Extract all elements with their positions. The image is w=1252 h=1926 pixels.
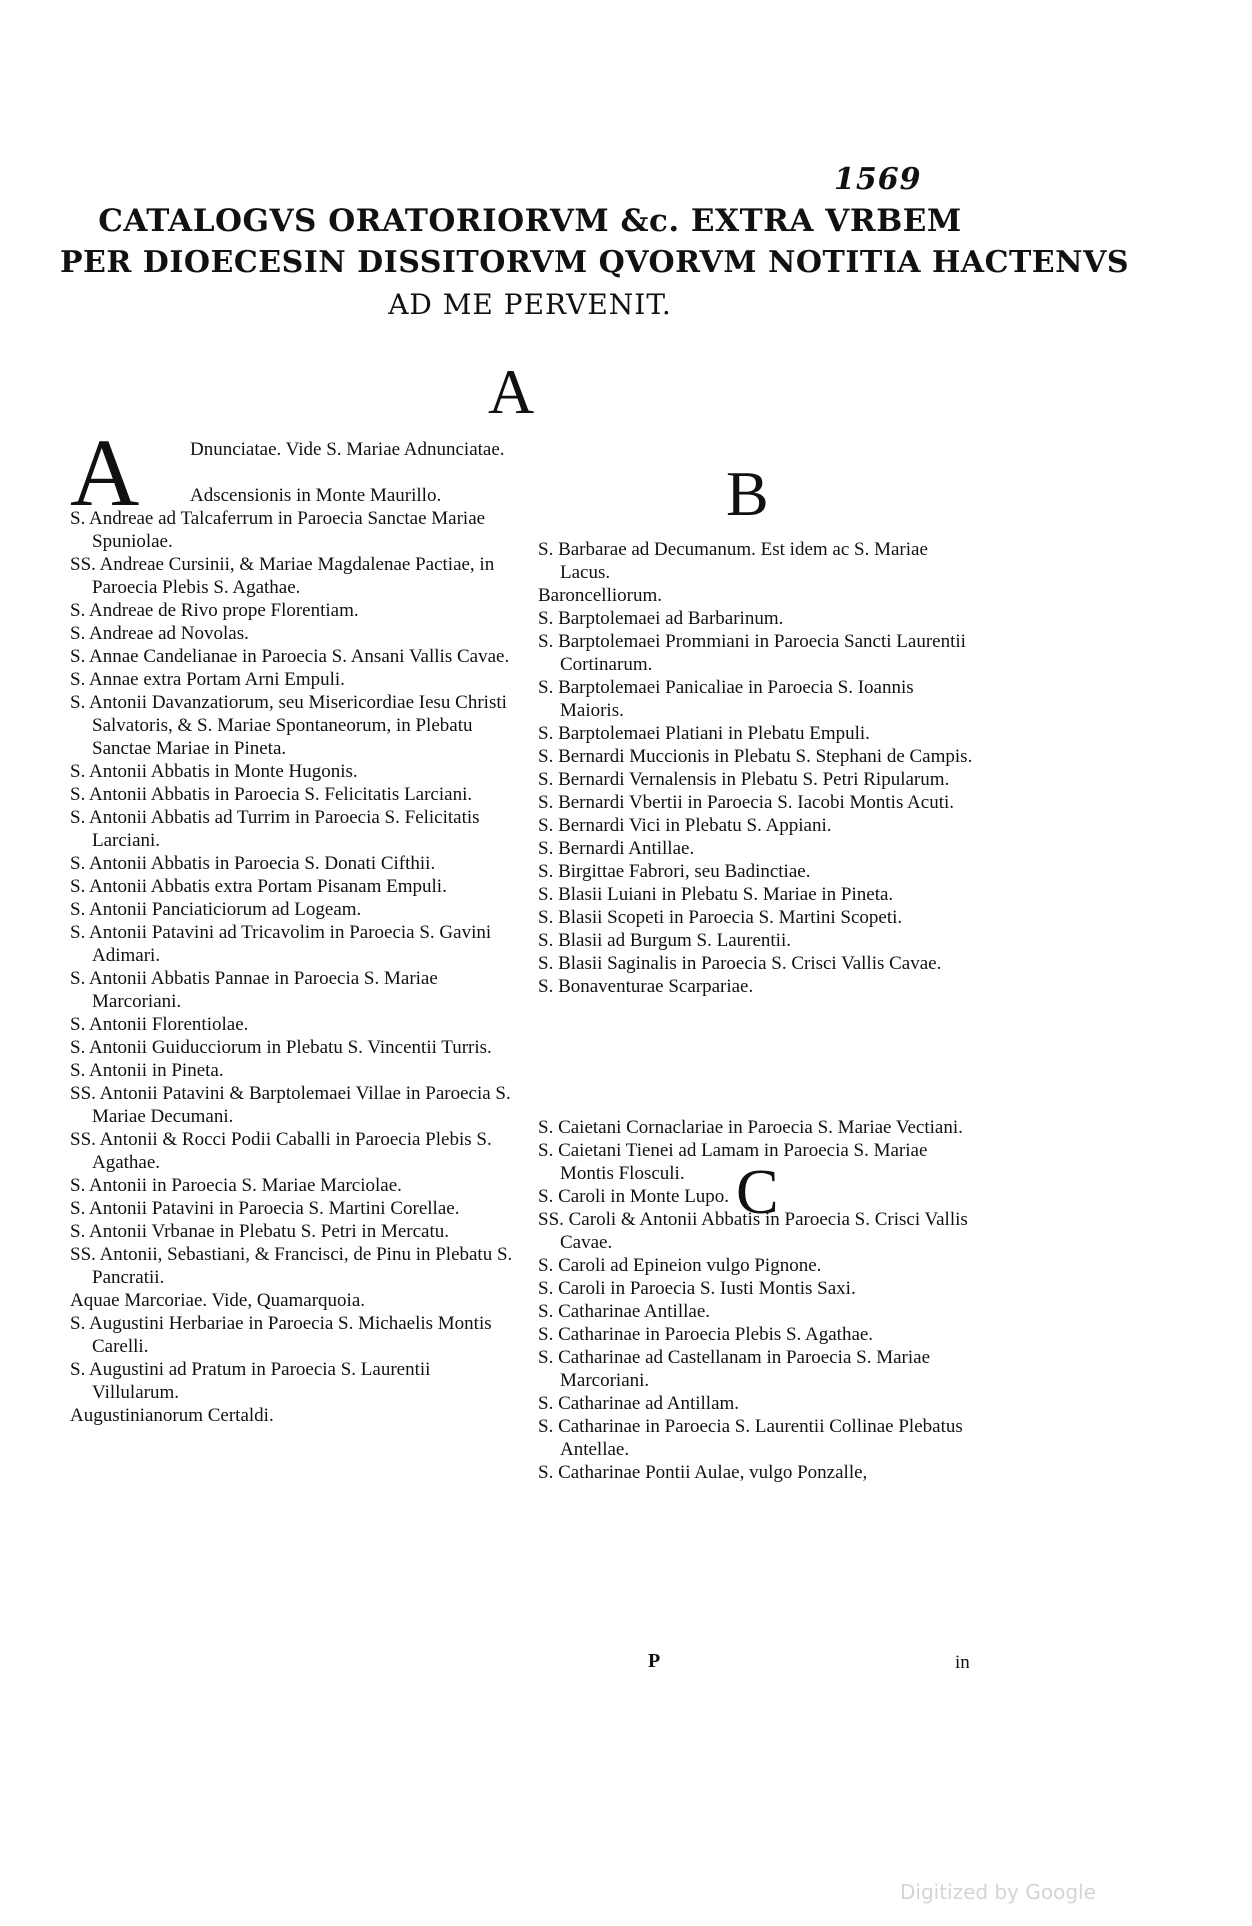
list-item: S. Antonii Abbatis in Paroecia S. Felicitatis Larciani. [70, 784, 473, 805]
list-item: S. Caroli in Monte Lupo. [538, 1186, 730, 1207]
right-column [538, 538, 978, 1484]
list-item: S. Blasii ad Burgum S. Laurentii. [538, 930, 791, 951]
list-item: S. Blasii Luiani in Plebatu S. Mariae in Pineta. [538, 884, 894, 905]
catalog-title [60, 200, 1130, 326]
list-item: S. Catharinae in Paroecia S. Laurentii Collinae Plebatus Antellae. [538, 1416, 963, 1460]
list-item: S. Birgittae Fabrori, seu Badinctiae. [538, 861, 811, 882]
list-item: S. Andreae de Rivo prope Florentiam. [70, 600, 359, 621]
list-item: S. Barbarae ad Decumanum. Est idem ac S. Mariae Lacus. [538, 539, 928, 583]
list-item: S. Antonii Patavini in Paroecia S. Martini Corellae. [70, 1198, 460, 1219]
list-item: S. Catharinae Pontii Aulae, vulgo Ponzalle, [538, 1462, 868, 1483]
list-item: SS. Caroli & Antonii Abbatis in Paroecia S. Crisci Vallis Cavae. [538, 1209, 968, 1253]
catchword: in [955, 1652, 970, 1673]
list-item: S. Antonii Abbatis in Monte Hugonis. [70, 761, 358, 782]
list-item: Dnunciatae. Vide S. Mariae Adnunciatae. [190, 439, 505, 460]
list-item: S. Antonii Guiducciorum in Plebatu S. Vincentii Turris. [70, 1037, 492, 1058]
list-item: S. Antonii Abbatis extra Portam Pisanam Empuli. [70, 876, 447, 897]
list-item: S. Augustini ad Pratum in Paroecia S. Laurentii Villularum. [70, 1359, 431, 1403]
list-item: S. Barptolemaei Panicaliae in Paroecia S. Ioannis Maioris. [538, 677, 914, 721]
list-item: S. Bernardi Vernalensis in Plebatu S. Petri Ripularum. [538, 769, 950, 790]
list-item: Augustinianorum Certaldi. [70, 1405, 274, 1426]
section-letter-b: B [726, 458, 769, 529]
list-item: S. Catharinae in Paroecia Plebis S. Agathae. [538, 1324, 874, 1345]
list-item: S. Annae Candelianae in Paroecia S. Ansani Vallis Cavae. [70, 646, 510, 667]
list-item: SS. Antonii Patavini & Barptolemaei Villae in Paroecia S. Mariae Decumani. [70, 1083, 511, 1127]
list-item: S. Antonii Vrbanae in Plebatu S. Petri in Mercatu. [70, 1221, 449, 1242]
list-item: S. Bernardi Muccionis in Plebatu S. Stephani de Campis. [538, 746, 973, 767]
list-item: S. Augustini Herbariae in Paroecia S. Michaelis Montis Carelli. [70, 1313, 492, 1357]
section-letter-a: A [488, 356, 535, 427]
list-item: S. Antonii Panciaticiorum ad Logeam. [70, 899, 362, 920]
list-item: S. Bernardi Vbertii in Paroecia S. Iacobi Montis Acuti. [538, 792, 954, 813]
list-item: Baroncelliorum. [538, 585, 662, 606]
section-letter-c: C [736, 1156, 779, 1227]
left-column [70, 438, 520, 1427]
list-item: S. Antonii Florentiolae. [70, 1014, 249, 1035]
title-line-2: PER DIOECESIN DISSITORVM QVORVM NOTITIA HACTENVS [60, 245, 1130, 280]
list-item: S. Catharinae ad Antillam. [538, 1393, 740, 1414]
section-spacer [538, 998, 978, 1116]
list-item: S. Bernardi Antillae. [538, 838, 695, 859]
list-item: S. Barptolemaei Prommiani in Paroecia Sancti Laurentii Cortinarum. [538, 631, 966, 675]
digitization-watermark: Digitized by Google [900, 1880, 1096, 1904]
list-item: S. Bonaventurae Scarpariae. [538, 976, 754, 997]
list-item: S. Caietani Cornaclariae in Paroecia S. Mariae Vectiani. [538, 1117, 963, 1138]
list-item: S. Antonii Patavini ad Tricavolim in Paroecia S. Gavini Adimari. [70, 922, 492, 966]
list-item: S. Blasii Saginalis in Paroecia S. Crisci Vallis Cavae. [538, 953, 942, 974]
title-line-1: CATALOGVS ORATORIORVM &c. EXTRA VRBEM [98, 203, 962, 239]
dropcap-a: A [70, 419, 140, 526]
list-item: Adscensionis in Monte Maurillo. [190, 485, 442, 506]
list-item: S. Antonii in Pineta. [70, 1060, 224, 1081]
list-item: S. Barptolemaei ad Barbarinum. [538, 608, 784, 629]
list-item: S. Antonii Abbatis in Paroecia S. Donati Cifthii. [70, 853, 436, 874]
list-item: S. Antonii Abbatis ad Turrim in Paroecia S. Felicitatis Larciani. [70, 807, 480, 851]
list-item: S. Andreae ad Talcaferrum in Paroecia Sanctae Mariae Spuniolae. [70, 508, 486, 552]
title-line-3: AD ME PERVENIT. [388, 288, 672, 321]
list-item: S. Barptolemaei Platiani in Plebatu Empuli. [538, 723, 870, 744]
list-item: S. Antonii in Paroecia S. Mariae Marciolae. [70, 1175, 402, 1196]
list-item: S. Annae extra Portam Arni Empuli. [70, 669, 345, 690]
list-item: S. Catharinae Antillae. [538, 1301, 711, 1322]
list-item: SS. Antonii, Sebastiani, & Francisci, de Pinu in Plebatu S. Pancratii. [70, 1244, 513, 1288]
list-item: Aquae Marcoriae. Vide, Quamarquoia. [70, 1290, 366, 1311]
list-item: S. Blasii Scopeti in Paroecia S. Martini Scopeti. [538, 907, 903, 928]
signature-mark: P [648, 1650, 661, 1672]
list-item: S. Caroli ad Epineion vulgo Pignone. [538, 1255, 822, 1276]
list-item: SS. Antonii & Rocci Podii Caballi in Paroecia Plebis S. Agathae. [70, 1129, 492, 1173]
list-item: S. Catharinae ad Castellanam in Paroecia S. Mariae Marcoriani. [538, 1347, 931, 1391]
list-item: SS. Andreae Cursinii, & Mariae Magdalenae Pactiae, in Paroecia Plebis S. Agathae. [70, 554, 495, 598]
page-number: 1569 [834, 162, 922, 197]
list-item: S. Andreae ad Novolas. [70, 623, 249, 644]
list-item: S. Bernardi Vici in Plebatu S. Appiani. [538, 815, 832, 836]
list-item: S. Antonii Davanzatiorum, seu Misericordiae Iesu Christi Salvatoris, & S. Mariae Spontaneorum, in Plebatu Sanctae Mariae in Pineta. [70, 692, 507, 759]
list-item: S. Caietani Tienei ad Lamam in Paroecia S. Mariae Montis Flosculi. [538, 1140, 928, 1184]
list-item: S. Caroli in Paroecia S. Iusti Montis Saxi. [538, 1278, 856, 1299]
list-item: S. Antonii Abbatis Pannae in Paroecia S. Mariae Marcoriani. [70, 968, 438, 1012]
